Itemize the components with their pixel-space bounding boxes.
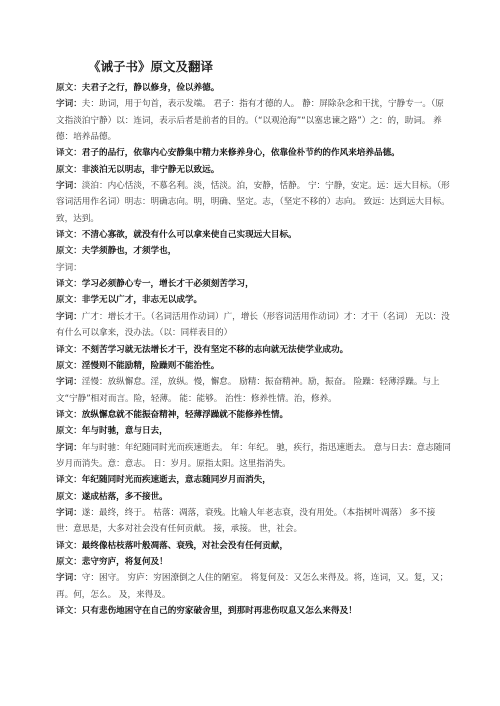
text-line bbox=[56, 538, 451, 554]
line-text: 淫慢则不能励精，险躁则不能治性。 bbox=[81, 360, 220, 371]
text-line bbox=[56, 276, 451, 292]
line-text: 淫慢：放纵懈怠。淫，放纵。慢，懈怠。 励精：振奋精神。励，振奋。 险躁：轻薄浮躁。与上文“宁静”相对而言。险，轻薄。 能：能够。 治性：修养性情。治，修养。 bbox=[56, 377, 440, 404]
line-label: 字词： bbox=[56, 377, 82, 388]
line-label: 原文： bbox=[56, 556, 82, 567]
line-text: 年与时驰，意与日去， bbox=[81, 426, 168, 437]
line-label: 原文： bbox=[56, 246, 82, 257]
text-line bbox=[56, 603, 451, 619]
line-label: 原文： bbox=[56, 491, 82, 502]
text-line bbox=[56, 243, 451, 259]
text-line bbox=[56, 423, 451, 439]
text-line bbox=[56, 407, 451, 423]
text-line bbox=[56, 342, 451, 358]
text-line bbox=[56, 162, 451, 178]
line-text: 最终像枯枝落叶般凋落、衰残，对社会没有任何贡献， bbox=[81, 540, 289, 551]
line-text: 非学无以广才，非志无以成学。 bbox=[81, 295, 203, 306]
line-label: 字词： bbox=[56, 311, 82, 322]
line-text: 不清心寡欲，就没有什么可以拿来使自己实现远大目标。 bbox=[81, 230, 297, 241]
line-text: 悲守穷庐，将复何及！ bbox=[81, 556, 168, 567]
line-label: 字词： bbox=[56, 181, 82, 192]
line-text: 非淡泊无以明志，非宁静无以致远。 bbox=[81, 164, 220, 175]
line-text: 淡泊：内心恬淡，不慕名利。淡，恬淡。泊，安静，恬静。 宁：宁静，安定。远：远大目标。（形容词活用作名词）明志：明确志向。明，明确、坚定。志，（坚定不移的）志向。 致远：达到远大目标。致，达到。 bbox=[56, 181, 450, 224]
text-line bbox=[56, 489, 451, 505]
line-label: 原文： bbox=[56, 164, 82, 175]
line-text: 夫学须静也，才须学也， bbox=[81, 246, 177, 257]
text-line bbox=[56, 178, 451, 227]
line-label: 译文： bbox=[56, 540, 82, 551]
line-text: 年与时驰：年纪随同时光而疾速逝去。 年：年纪。 驰，疾行，指迅速逝去。 意与日去：意志随同岁月而消失。意：意志。 日：岁月。原指太阳。这里指消失。 bbox=[56, 442, 451, 469]
text-line bbox=[56, 309, 451, 342]
text-line bbox=[56, 145, 451, 161]
text-line bbox=[56, 505, 451, 538]
line-label: 原文： bbox=[56, 426, 82, 437]
line-text: 不刻苦学习就无法增长才干，没有坚定不移的志向就无法使学业成功。 bbox=[81, 344, 349, 355]
text-line bbox=[56, 227, 451, 243]
text-line bbox=[56, 374, 451, 407]
document-title: 《诫子书》原文及翻译 bbox=[88, 59, 214, 74]
line-label: 字词： bbox=[56, 507, 82, 518]
line-text: 君子的品行，依靠内心安静集中精力来修养身心，依靠俭朴节约的作风来培养品德。 bbox=[81, 148, 400, 159]
document-body bbox=[56, 80, 451, 619]
line-text: 年纪随同时光而疾速逝去，意志随同岁月而消失， bbox=[81, 475, 271, 486]
line-label: 译文： bbox=[56, 475, 82, 486]
line-label: 字词： bbox=[56, 442, 82, 453]
line-text: 夫：助词，用于句首，表示发端。 君子：指有才德的人。 静：屏除杂念和干扰，宁静专一。（原文指淡泊宁静）以：连词，表示后者是前者的目的。（“以观沧海”“以塞忠谏之路”）之：的，助词。 养德：培养品德。 bbox=[56, 99, 444, 143]
text-line bbox=[56, 472, 451, 488]
line-text: 广才：增长才干。（名词活用作动词）广，增长（形容词活用作动词）才：才干（名词） 无以：没有什么可以拿来，没办法。（以：同样表目的） bbox=[56, 311, 450, 339]
line-text: 只有悲伤地困守在自己的穷家破舍里，到那时再悲伤叹息又怎么来得及！ bbox=[81, 606, 357, 616]
text-line bbox=[56, 440, 451, 473]
text-line bbox=[56, 358, 451, 374]
line-label: 原文： bbox=[56, 360, 82, 371]
text-line bbox=[56, 96, 451, 145]
text-line bbox=[56, 570, 451, 603]
line-label: 原文： bbox=[56, 83, 82, 93]
line-label: 译文： bbox=[56, 606, 82, 616]
line-label: 译文： bbox=[56, 344, 82, 355]
line-label: 字词： bbox=[56, 573, 82, 584]
text-line bbox=[56, 554, 451, 570]
text-line bbox=[56, 292, 451, 308]
text-line bbox=[56, 260, 451, 276]
text-line bbox=[56, 80, 451, 96]
line-text: 放纵懈怠就不能振奋精神，轻薄浮躁就不能修养性情。 bbox=[81, 409, 289, 420]
line-text: 夫君子之行，静以修身，俭以养德。 bbox=[81, 83, 220, 93]
line-text: 守：困守。 穷庐：穷困潦倒之人住的陋室。 将复何及：又怎么来得及。将，连词，又。复，又；再。何，怎么。 及，来得及。 bbox=[56, 573, 449, 600]
line-text: 学习必须静心专一，增长才干必须刻苦学习， bbox=[81, 279, 254, 290]
line-label: 译文： bbox=[56, 148, 82, 159]
line-label: 译文： bbox=[56, 409, 82, 420]
line-label: 字词： bbox=[56, 99, 82, 110]
line-text: 遂：最终，终于。 枯落：凋落，衰残。比喻人年老志衰，没有用处。（本指树叶凋落） 多不接世：意思是，大多对社会没有任何贡献。 接，承接。 世，社会。 bbox=[56, 507, 436, 535]
line-text: 遂成枯落，多不接世。 bbox=[81, 491, 168, 502]
line-label: 译文： bbox=[56, 279, 82, 290]
line-label: 字词： bbox=[56, 262, 82, 273]
line-label: 译文： bbox=[56, 230, 82, 241]
line-label: 原文： bbox=[56, 295, 82, 306]
